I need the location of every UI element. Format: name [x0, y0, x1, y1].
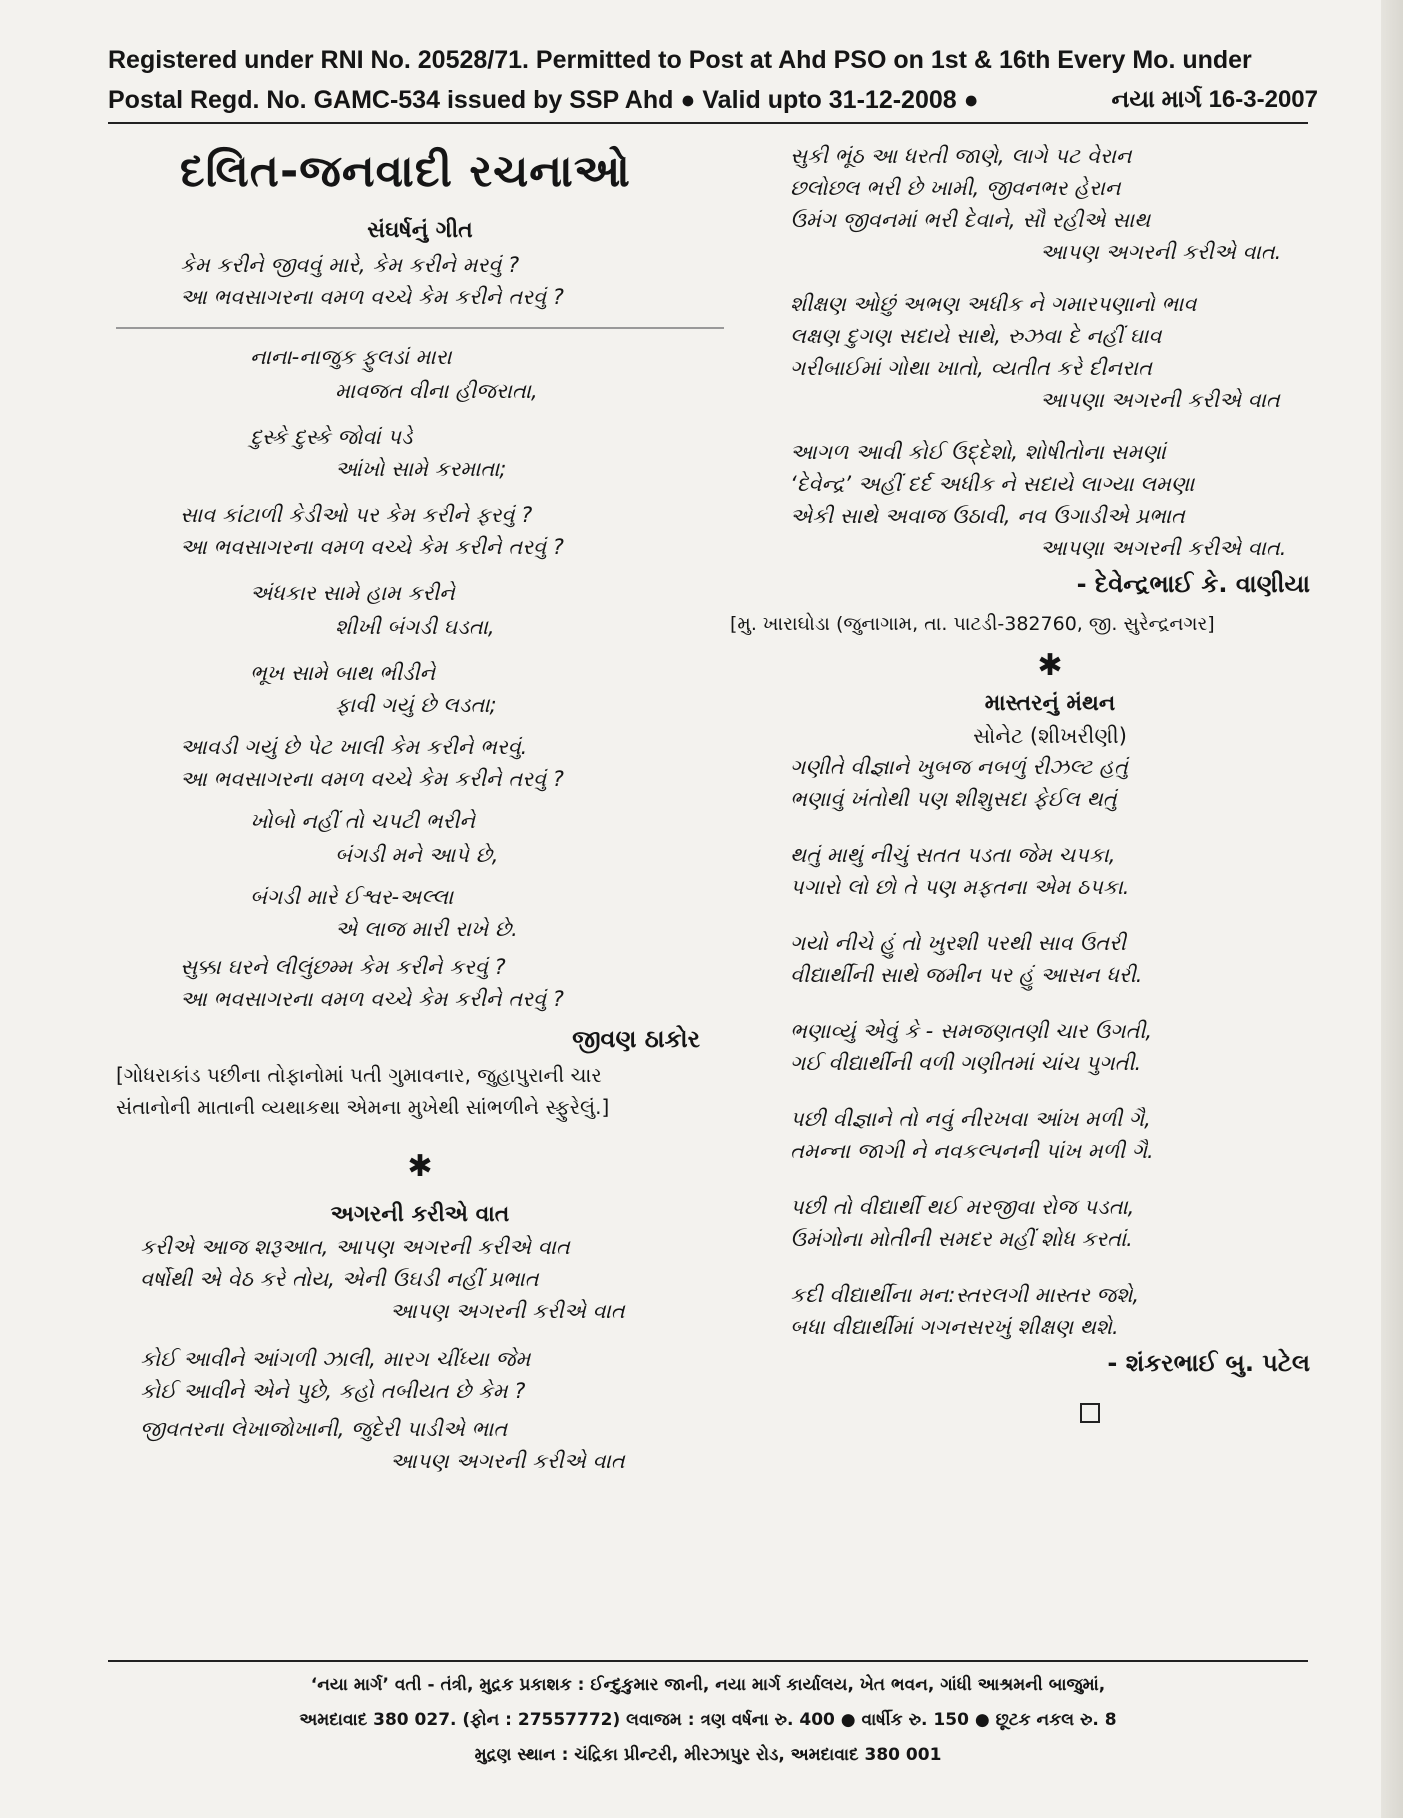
poem-line: કેમ કરીને જીવવું મારે, કેમ કરીને મરવું ?: [180, 253, 520, 277]
postal-line: [108, 80, 1318, 120]
poem1-stanza1: [140, 341, 700, 563]
poem-line: ‘દેવેન્દ્ર’ અહીં દર્દ અધીક ને સદાયે લાગ્યા લમણા: [790, 472, 1195, 496]
poem-line: તમન્ના જાગી ને નવકલ્પનની પાંખ મળી ગૈ.: [790, 1139, 1154, 1163]
poem2-stanza5: [790, 436, 1310, 564]
poem-line: બંગડી મને આપે છે,: [335, 843, 499, 867]
poem-line: આપણા અગરની કરીએ વાત.: [1040, 536, 1287, 560]
poem-line: ગઈ વીદ્યાર્થીની વળી ગણીતમાં ચાંચ પુગતી.: [790, 1051, 1142, 1075]
poem1-stanza3: [140, 805, 700, 1015]
poem-line: માવજત વીના હીજરાતા,: [335, 379, 538, 403]
poem2-author: - દેવેન્દ્રભાઈ કે. વાણીયા: [1076, 570, 1310, 598]
note-line: સંતાનોની માતાની વ્યથાકથા એમના મુખેથી સાંભળીને સ્ફુરેલું.]: [116, 1095, 610, 1119]
divider: [116, 327, 724, 329]
postal-header: [108, 40, 1318, 120]
poem-line: ઉમંગોના મોતીની સમદર મહીં શોધ કરતાં.: [790, 1227, 1133, 1251]
poem-line: આ ભવસાગરના વમળ વચ્ચે કેમ કરીને તરવું ?: [180, 535, 564, 559]
poem-line: ભણાવું ખંતોથી પણ શીશુસદા ફેઈલ થતું: [790, 787, 1117, 811]
poem-line: ફાવી ગયું છે લડતા;: [335, 693, 497, 717]
poem-line: આંખો સામે કરમાતા;: [335, 457, 507, 481]
poem3-stanza5: [790, 1103, 1310, 1167]
poem2-stanza2: [140, 1343, 700, 1477]
poem-line: કરીએ આજ શરૂઆત, આપણ અગરની કરીએ વાત: [140, 1235, 570, 1259]
poem-line: આવડી ગયું છે પેટ ખાલી કેમ કરીને ભરવું.: [180, 735, 528, 759]
poem3-stanza2: [790, 839, 1310, 903]
poem-line: કોઈ આવીને આંગળી ઝાલી, મારગ ચીંધ્યા જેમ: [140, 1347, 531, 1371]
poem-line: આગળ આવી કોઈ ઉદ્દેશો, શોષીતોના સમણાં: [790, 440, 1166, 464]
poem-line: ગણીતે વીજ્ઞાને ખુબજ નબળું રીઝલ્ટ હતું: [790, 755, 1128, 779]
poem3-title: માસ્તરનું મંથન: [984, 691, 1116, 716]
poem-line: શીખી બંગડી ઘડતા,: [335, 615, 495, 639]
poem-line: દુસ્કે દુસ્કે જોવાં પડે: [250, 425, 413, 449]
poem-line: થતું માથું નીચું સતત પડતા જેમ ચપકા,: [790, 843, 1116, 867]
poem3-author: - શંકરભાઈ બુ. પટેલ: [1107, 1349, 1310, 1377]
poem-line: એ લાજ મારી રાખે છે.: [335, 917, 518, 941]
poem2-address: [મુ. ખારાઘોડા (જુનાગામ, તા. પાટડી-382760, જી. સુરેન્દ્રનગર]: [730, 613, 1215, 635]
poem2-stanza3: [790, 140, 1310, 268]
poem-line: છલોછલ ભરી છે ખામી, જીવનભર હેરાન: [790, 176, 1121, 200]
poem-line: શીક્ષણ ઓછું અભણ અધીક ને ગમારપણાનો ભાવ: [790, 292, 1197, 316]
poem-line: આ ભવસાગરના વમળ વચ્ચે કેમ કરીને તરવું ?: [180, 285, 564, 309]
poem-line: આપણ અગરની કરીએ વાત: [390, 1449, 625, 1473]
poem2-title: અગરની કરીએ વાત: [330, 1202, 510, 1227]
poem-line: અંધકાર સામે હામ કરીને: [250, 581, 455, 605]
poem3-stanza4: [790, 1015, 1310, 1079]
star-separator: ✱: [407, 1149, 433, 1184]
poem2-stanza4: [790, 288, 1310, 416]
left-column: [116, 140, 700, 1477]
poem-line: ભણાવ્યું એવું કે - સમજણતણી ચાર ઉગતી,: [790, 1019, 1153, 1043]
poem-line: પગારો લો છો તે પણ મફતના એમ ઠપકા.: [790, 875, 1130, 899]
poem-line: જીવતરના લેખાજોખાની, જુદેરી પાડીએ ભાત: [140, 1417, 508, 1441]
header-rule: [108, 122, 1308, 124]
paper-edge: [1381, 0, 1403, 1818]
poem1-title: સંઘર્ષનું ગીત: [367, 218, 473, 243]
poem3-stanza1: [790, 751, 1310, 815]
registration-line: Registered under RNI No. 20528/71. Permitted to Post at Ahd PSO on 1st & 16th Every Mo. under: [108, 46, 1252, 74]
poem2-stanza1: [140, 1231, 700, 1327]
poem1-author: જીવણ ઠાકોર: [572, 1025, 700, 1053]
poem-line: આ ભવસાગરના વમળ વચ્ચે કેમ કરીને તરવું ?: [180, 767, 564, 791]
poem-line: વીદ્યાર્થીની સાથે જમીન પર હું આસન ધરી.: [790, 963, 1143, 987]
poem-line: આપણ અગરની કરીએ વાત: [390, 1299, 625, 1323]
poem-line: સુક્કા ઘરને લીલુંછમ્મ કેમ કરીને કરવું ?: [180, 955, 506, 979]
note-line: [ગોધરાકાંડ પછીના તોફાનોમાં પતી ગુમાવનાર, જુહાપુરાની ચાર: [116, 1063, 602, 1087]
star-separator: ✱: [1037, 648, 1063, 683]
page-title: દલિત-જનવાદી રચનાઓ: [180, 146, 631, 197]
poem3-subtitle: સોનેટ (શીખરીણી): [973, 724, 1127, 748]
publisher-footer: [108, 1668, 1308, 1773]
footer-line: ‘નયા માર્ગ’ વતી - તંત્રી, મુદ્રક પ્રકાશક : ઈન્દુકુમાર જાની, નયા માર્ગ કાર્યાલય, ખેત ભવન, ગાંધી આશ્રમની બાજુમાં,: [310, 1675, 1106, 1695]
poem1-refrain: [140, 249, 700, 313]
footer-line: અમદાવાદ 380 027. (ફોન : 27557772) લવાજમ : ત્રણ વર્ષના રુ. 400 ● વાર્ષીક રુ. 150 ● છૂટક નકલ રુ. 8: [299, 1710, 1117, 1730]
poem-line: કદી વીદ્યાર્થીના મન:સ્તરલગી માસ્તર જશે,: [790, 1283, 1140, 1307]
footer-rule: [108, 1660, 1308, 1662]
poem-line: પછી વીજ્ઞાને તો નવું નીરખવા આંખ મળી ગૈ,: [790, 1107, 1151, 1131]
poem-line: ભૂખ સામે બાથ ભીડીને: [250, 661, 436, 685]
poem-line: બંગડી મારે ઈશ્વર-અલ્લા: [250, 885, 454, 909]
poem-line: ગયો નીચે હું તો ખુરશી પરથી સાવ ઉતરી: [790, 931, 1126, 955]
poem-line: પછી તો વીદ્યાર્થી થઈ મરજીવા રોજ પડતા,: [790, 1195, 1135, 1219]
poem-line: બધા વીદ્યાર્થીમાં ગગનસરખું શીક્ષણ થશે.: [790, 1315, 1119, 1339]
poem-line: કોઈ આવીને એને પુછે, કહો તબીયત છે કેમ ?: [140, 1379, 526, 1403]
poem-line: આપણ અગરની કરીએ વાત.: [1040, 240, 1282, 264]
footer-line: મુદ્રણ સ્થાન : ચંદ્રિકા પ્રીન્ટરી, મીરઝાપુર રોડ, અમદાવાદ 380 001: [474, 1745, 942, 1765]
poem1-note: [116, 1059, 716, 1123]
poem3-stanza7: [790, 1279, 1310, 1343]
poem-line: આપણા અગરની કરીએ વાત: [1040, 388, 1280, 412]
issue-date: નયા માર્ગ 16-3-2007: [1111, 86, 1318, 113]
poem1-stanza2: [140, 577, 700, 795]
poem-line: એકી સાથે અવાજ ઉઠાવી, નવ ઉગાડીએ પ્રભાત: [790, 504, 1185, 528]
poem-line: ગરીબાઈમાં ગોથા ખાતો, વ્યતીત કરે દીનરાત: [790, 356, 1152, 380]
end-box: [790, 1403, 1310, 1427]
postal-regd-text: Postal Regd. No. GAMC-534 issued by SSP Ahd ● Valid upto 31-12-2008 ●: [108, 86, 979, 114]
poem-line: ખોબો નહીં તો ચપટી ભરીને: [250, 809, 476, 833]
end-square-icon: [1080, 1403, 1100, 1423]
poem-line: વર્ષોથી એ વેઠ કરે તોય, એની ઉઘડી નહીં પ્રભાત: [140, 1267, 539, 1291]
poem-line: આ ભવસાગરના વમળ વચ્ચે કેમ કરીને તરવું ?: [180, 987, 564, 1011]
poem3-stanza3: [790, 927, 1310, 991]
poem-line: નાના-નાજુક ફુલડાં મારા: [250, 345, 452, 369]
poem3-stanza6: [790, 1191, 1310, 1255]
poem-line: ઉમંગ જીવનમાં ભરી દેવાને, સૌ રહીએ સાથ: [790, 208, 1151, 232]
poem-line: સુકી ભૂંઠ આ ધરતી જાણે, લાગે પટ વેરાન: [790, 144, 1132, 168]
right-column: [730, 140, 1310, 1427]
poem-line: સાવ કાંટાળી કેડીઓ પર કેમ કરીને ફરવું ?: [180, 503, 533, 527]
poem-line: લક્ષણ દુગણ સદાયે સાથે, રુઝવા દે નહીં ઘાવ: [790, 324, 1162, 348]
